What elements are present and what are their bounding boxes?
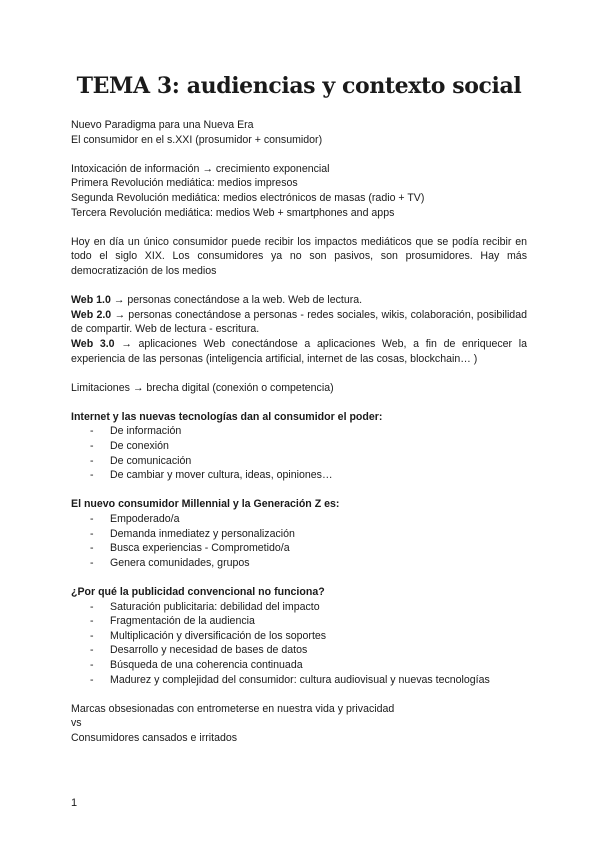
intro-line: Nuevo Paradigma para una Nueva Era [71,119,254,131]
list-item: - De cambiar y mover cultura, ideas, opiniones… [90,468,527,483]
revolution-line: Segunda Revolución mediática: medios electrónicos de masas (radio + TV) [71,191,425,204]
list-item: - Desarrollo y necesidad de bases de datos [90,643,527,658]
section-heading [71,585,527,600]
document-page [71,72,527,746]
list-item: - De comunicación [90,454,527,469]
list-item: - Búsqueda de una coherencia continuada [90,658,527,673]
web-text: → personas conectándose a la web. Web de lectura. [110,294,363,307]
millennial-list [71,512,527,570]
list-item: - De conexión [90,439,527,454]
web-section [71,293,527,366]
section-heading-text: ¿Por qué la publicidad convencional no funciona? [71,586,325,598]
web-label: Web 2.0 [71,308,112,321]
closing-line: vs [71,717,82,730]
page-title: TEMA 3: audiencias y contexto social [76,73,522,99]
intro-section [71,118,527,147]
list-item: - Madurez y complejidad del consumidor: cultura audiovisual y nuevas tecnologías [90,673,527,688]
revolutions-section [71,162,527,220]
section-heading [71,497,527,512]
intro-line: El consumidor en el s.XXI (prosumidor + consumidor) [71,133,323,146]
list-item: - Busca experiencias - Comprometido/a [90,541,527,556]
advertising-section [71,585,527,687]
advertising-list [71,600,527,688]
revolution-line: Primera Revolución mediática: medios impresos [71,177,298,190]
web-label: Web 3.0 [71,337,115,350]
web-item [71,308,527,337]
closing-line: Marcas obsesionadas con entrometerse en nuestra vida y privacidad [71,702,395,715]
millennial-section [71,497,527,570]
revolution-line: Intoxicación de información → crecimiento exponencial [71,162,330,175]
list-item: - Genera comunidades, grupos [90,556,527,571]
list-item: - De información [90,424,527,439]
closing-line: Consumidores cansados e irritados [71,731,238,744]
list-item: - Demanda inmediatez y personalización [90,527,527,542]
list-item: - Multiplicación y diversificación de los soportes [90,629,527,644]
web-text: → aplicaciones Web conectándose a aplicaciones Web, a fin de enriquecer la experiencia de las personas (inteligencia artificial, internet de las cosas, blockchain… ) [71,337,527,365]
section-heading-text: Internet y las nuevas tecnologías dan al consumidor el poder: [71,410,383,423]
page-number: 1 [71,797,78,809]
closing-section [71,702,527,746]
web-item [71,293,527,308]
list-item: - Fragmentación de la audiencia [90,614,527,629]
limitations-line: Limitaciones → brecha digital (conexión o competencia) [71,381,334,394]
section-heading [71,410,527,425]
web-item [71,337,527,366]
web-label: Web 1.0 [71,294,111,307]
section-heading-text: El nuevo consumidor Millennial y la Generación Z es: [71,498,340,511]
revolution-line: Tercera Revolución mediática: medios Web + smartphones and apps [71,206,395,219]
internet-section [71,410,527,483]
internet-list [71,424,527,482]
list-item: - Empoderado/a [90,512,527,527]
consumer-paragraph: Hoy en día un único consumidor puede recibir los impactos mediáticos que se podía recibir en todo el siglo XIX. Los consumidores ya no son pasivos, son prosumidores. Hay más democratización de los medios [71,235,527,277]
list-item: - Saturación publicitaria: debilidad del impacto [90,600,527,615]
web-text: → personas conectándose a personas - redes sociales, wikis, colaboración, posibilidad de compartir. Web de lectura - escritura. [71,308,527,336]
